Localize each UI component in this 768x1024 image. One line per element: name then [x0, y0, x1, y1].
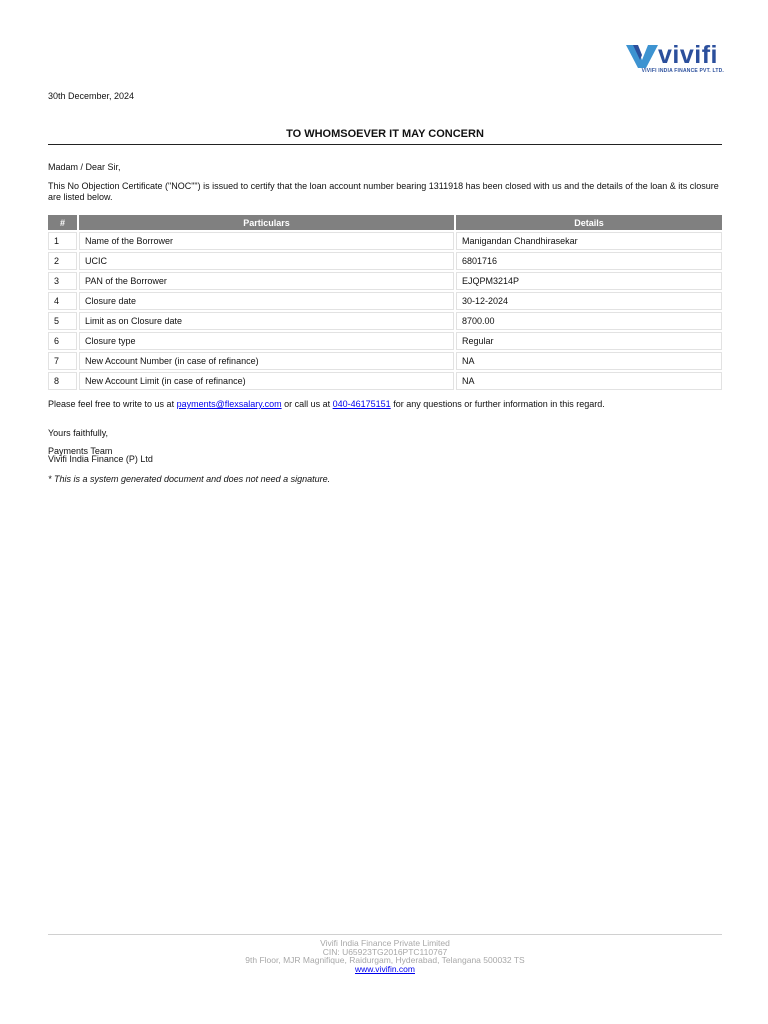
- row-particular: Closure date: [79, 292, 454, 310]
- email-link[interactable]: payments@flexsalary.com: [176, 399, 282, 409]
- row-particular: PAN of the Borrower: [79, 272, 454, 290]
- row-detail: EJQPM3214P: [456, 272, 722, 290]
- salutation: Madam / Dear Sir,: [48, 162, 121, 172]
- row-particular: UCIC: [79, 252, 454, 270]
- system-generated-note: * This is a system generated document and does not need a signature.: [48, 474, 331, 484]
- row-number: 1: [48, 232, 77, 250]
- row-detail: NA: [456, 352, 722, 370]
- table-row: [48, 372, 722, 390]
- header-number: #: [48, 215, 77, 230]
- row-number: 8: [48, 372, 77, 390]
- row-detail: 30-12-2024: [456, 292, 722, 310]
- row-detail: 6801716: [456, 252, 722, 270]
- row-detail: Regular: [456, 332, 722, 350]
- brand-tagline: VIVIFI INDIA FINANCE PVT. LTD.: [641, 68, 724, 74]
- footer: [48, 939, 722, 973]
- signatory-block: [48, 447, 153, 463]
- table-row: [48, 312, 722, 330]
- row-number: 6: [48, 332, 77, 350]
- row-number: 5: [48, 312, 77, 330]
- row-detail: 8700.00: [456, 312, 722, 330]
- table-row: [48, 292, 722, 310]
- brand-name: vivifi: [658, 41, 718, 69]
- footer-website-link[interactable]: www.vivifin.com: [355, 963, 415, 974]
- contact-middle: or call us at: [281, 399, 333, 409]
- letter-date: 30th December, 2024: [48, 91, 135, 101]
- row-detail: NA: [456, 372, 722, 390]
- phone-link[interactable]: 040-46175151: [332, 399, 391, 409]
- row-particular: Closure type: [79, 332, 454, 350]
- row-number: 7: [48, 352, 77, 370]
- vivifi-v-icon: [624, 42, 660, 70]
- row-particular: Limit as on Closure date: [79, 312, 454, 330]
- row-particular: Name of the Borrower: [79, 232, 454, 250]
- table-row: [48, 272, 722, 290]
- footer-address: 9th Floor, MJR Magnifique, Raidurgam, Hyderabad, Telangana 500032 TS: [245, 955, 525, 965]
- row-number: 3: [48, 272, 77, 290]
- header-details: Details: [456, 215, 722, 230]
- table-row: [48, 252, 722, 270]
- row-number: 2: [48, 252, 77, 270]
- contact-prefix: Please feel free to write to us at: [48, 399, 177, 409]
- row-particular: New Account Limit (in case of refinance): [79, 372, 454, 390]
- table-row: [48, 332, 722, 350]
- row-particular: New Account Number (in case of refinance): [79, 352, 454, 370]
- vivifi-logo: [624, 42, 724, 76]
- header-particulars: Particulars: [79, 215, 454, 230]
- row-number: 4: [48, 292, 77, 310]
- signatory-company: Vivifi India Finance (P) Ltd: [48, 454, 153, 464]
- footer-company: Vivifi India Finance Private Limited: [320, 938, 450, 948]
- loan-details-table: [46, 213, 724, 392]
- intro-paragraph: This No Objection Certificate ("NOC"") is issued to certify that the loan account number bearing 1311918 has been closed with us and the details of the loan & its closure are listed below.: [48, 181, 719, 202]
- footer-cin: CIN: U65923TG2016PTC110767: [322, 946, 448, 957]
- letter-heading: TO WHOMSOEVER IT MAY CONCERN: [48, 128, 722, 145]
- table-row: [48, 352, 722, 370]
- contact-suffix: for any questions or further information in this regard.: [390, 399, 605, 409]
- table-header-row: [48, 215, 722, 230]
- signatory-team: Payments Team: [48, 446, 113, 456]
- contact-paragraph: [48, 399, 605, 409]
- row-detail: Manigandan Chandhirasekar: [456, 232, 722, 250]
- closing-phrase: Yours faithfully,: [48, 428, 109, 438]
- table-row: [48, 232, 722, 250]
- footer-divider: [48, 934, 722, 935]
